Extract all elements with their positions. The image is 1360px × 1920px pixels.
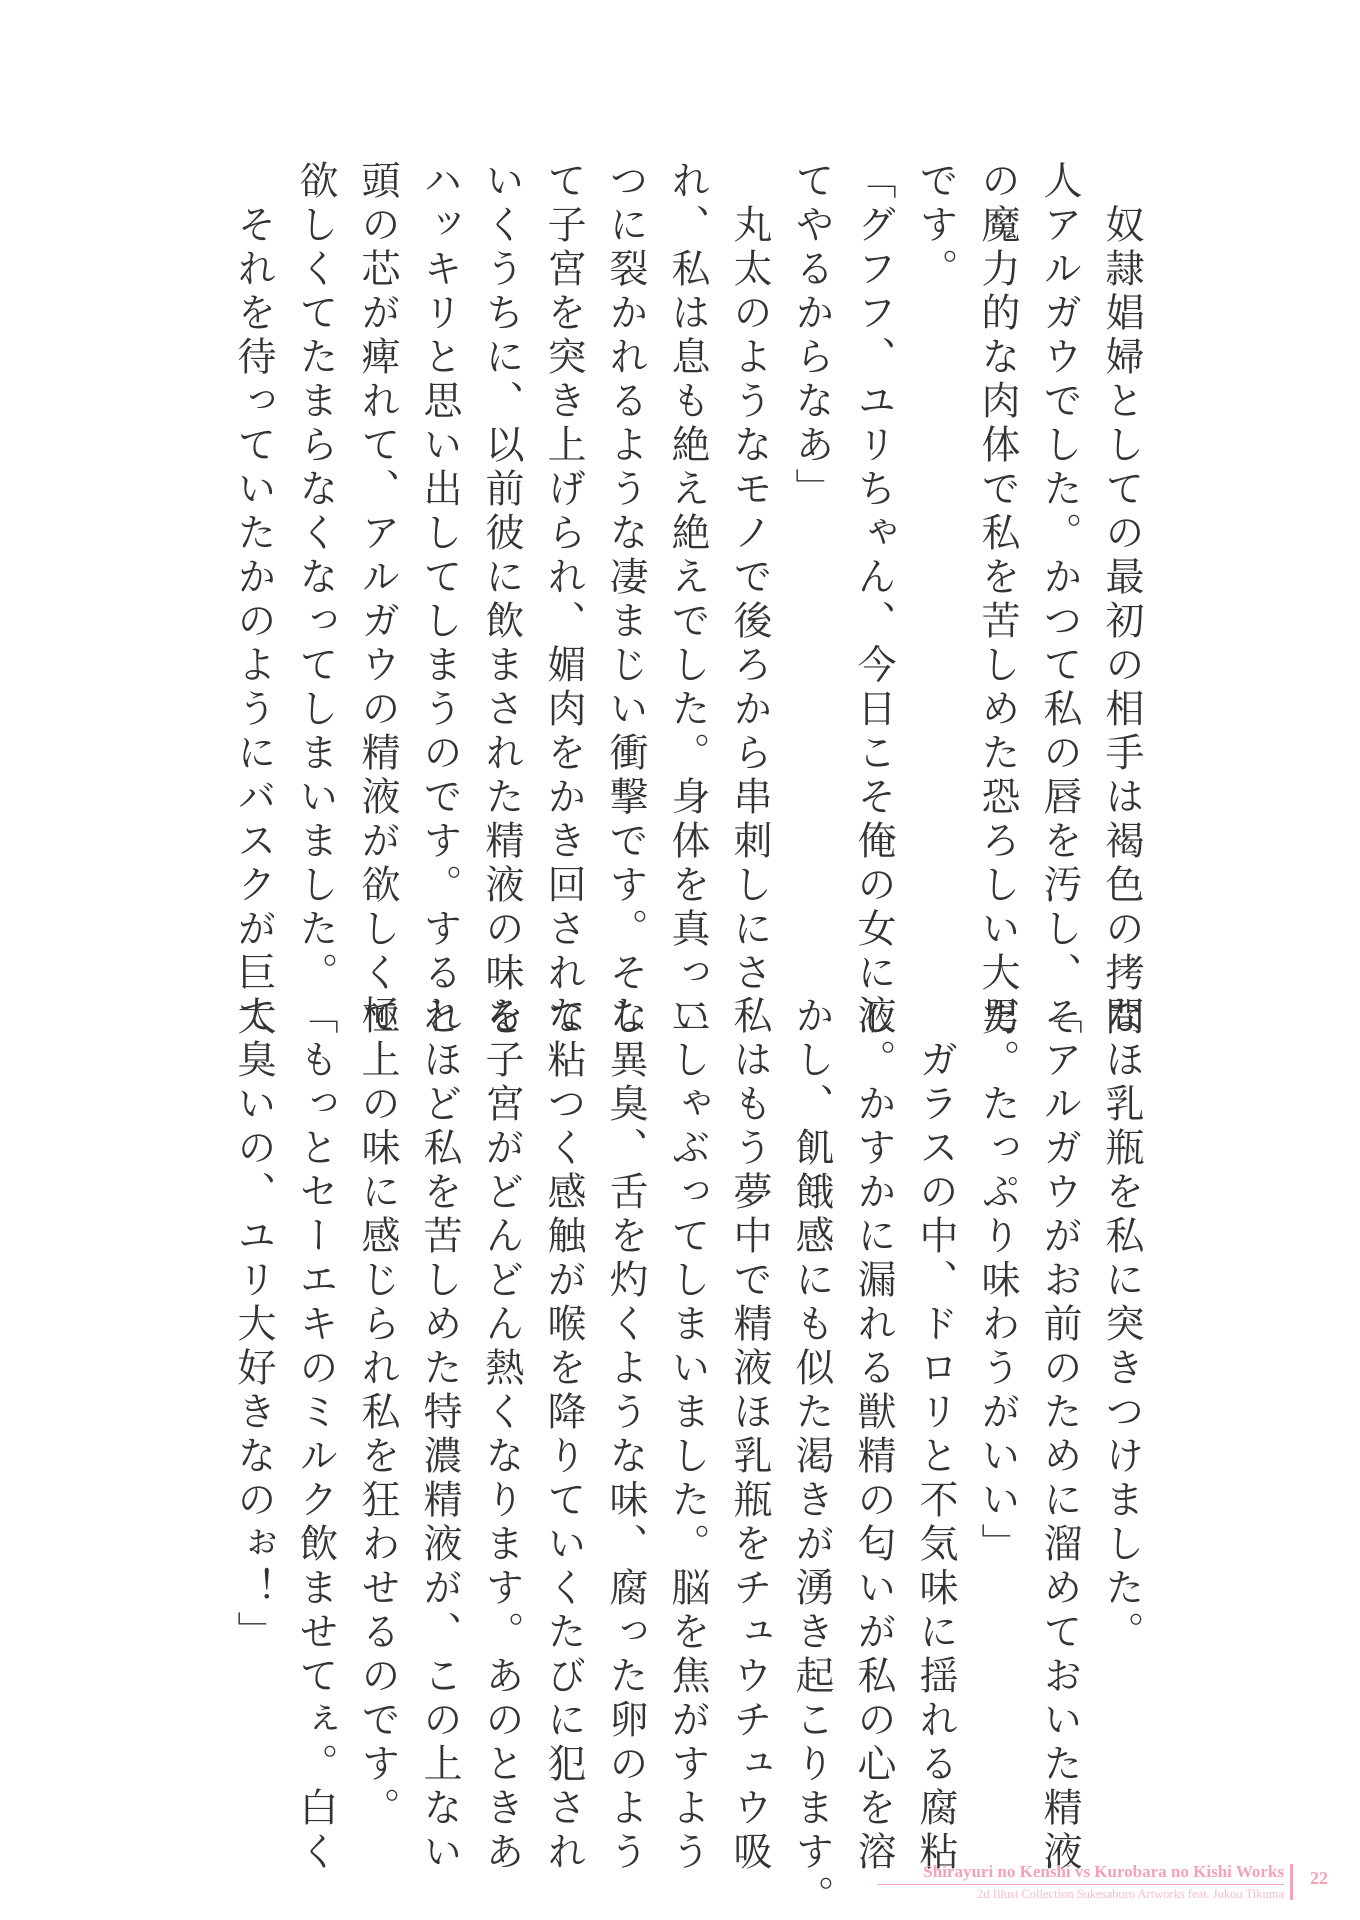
text-column: て子宮を突き上げられ、媚肉をかき回されて <box>541 160 586 1040</box>
text-column: 極上の味に感じられ私を狂わせるのです。 <box>355 995 400 1831</box>
footer-title: Shirayuri no Kenshi vs Kurobara no Kishi Works <box>923 1862 1284 1881</box>
text-column: かし、飢餓感にも似た渇きが湧き起こります。 <box>789 995 834 1919</box>
text-column: て臭いの、ユリ大好きなのぉ！」 <box>231 995 276 1655</box>
text-column: です。 <box>913 160 958 292</box>
text-column: てやるからなあ」 <box>789 160 834 512</box>
text-column: れ、私は息も絶え絶えでした。身体を真っ二 <box>665 160 710 1040</box>
footer-subtitle: 2d Illust Collection Sukesaburo Artworks feat. Jukou Tikuma <box>977 1887 1284 1901</box>
page-footer <box>0 1860 1360 1910</box>
text-column: 頭の芯が痺れて、アルガウの精液が欲しくて <box>355 160 400 1040</box>
text-column: ハッキリと思い出してしまうのです。すると <box>417 160 462 1040</box>
text-column: 「アルガウがお前のために溜めておいた精液 <box>1037 995 1082 1875</box>
text-column: 液。かすかに漏れる獣精の匂いが私の心を溶 <box>851 995 896 1875</box>
text-column: だ。たっぷり味わうがいい」 <box>975 995 1020 1567</box>
text-column: の魔力的な肉体で私を苦しめた恐ろしい大男 <box>975 160 1020 1040</box>
text-column: な粘つく感触が喉を降りていくたびに犯され <box>541 995 586 1875</box>
text-column: なほ乳瓶を私に突きつけました。 <box>1099 995 1144 1655</box>
text-column: 奴隷娼婦としての最初の相手は褐色の拷問 <box>1099 160 1144 1040</box>
footer-divider <box>878 1884 1284 1885</box>
text-column: それを待っていたかのようにバスクが巨大 <box>231 160 276 1040</box>
text-column: 丸太のようなモノで後ろから串刺しにさ <box>727 160 772 996</box>
text-column: な異臭、舌を灼くような味、腐った卵のよう <box>603 995 648 1875</box>
text-column: いしゃぶってしまいました。脳を焦がすよう <box>665 995 710 1875</box>
text-column: 人アルガウでした。かつて私の唇を汚し、そ <box>1037 160 1082 1040</box>
page-number: 22 <box>1310 1868 1328 1888</box>
text-column: いくうちに、以前彼に飲まされた精液の味を <box>479 160 524 1040</box>
text-block-top <box>222 160 1152 1040</box>
text-column: れほど私を苦しめた特濃精液が、この上ない <box>417 995 462 1875</box>
text-column: る子宮がどんどん熱くなります。あのときあ <box>479 995 524 1875</box>
text-column: 私はもう夢中で精液ほ乳瓶をチュウチュウ吸 <box>727 995 772 1875</box>
text-column: 「グフフ、ユリちゃん、今日こそ俺の女にし <box>851 160 896 1040</box>
text-column: 欲しくてたまらなくなってしまいました。 <box>293 160 338 996</box>
text-column: つに裂かれるような凄まじい衝撃です。そし <box>603 160 648 1040</box>
text-column: 「もっとセーエキのミルク飲ませてぇ。白く <box>293 995 338 1875</box>
text-column: ガラスの中、ドロリと不気味に揺れる腐粘 <box>913 995 958 1875</box>
footer-vertical-bar <box>1290 1864 1293 1900</box>
